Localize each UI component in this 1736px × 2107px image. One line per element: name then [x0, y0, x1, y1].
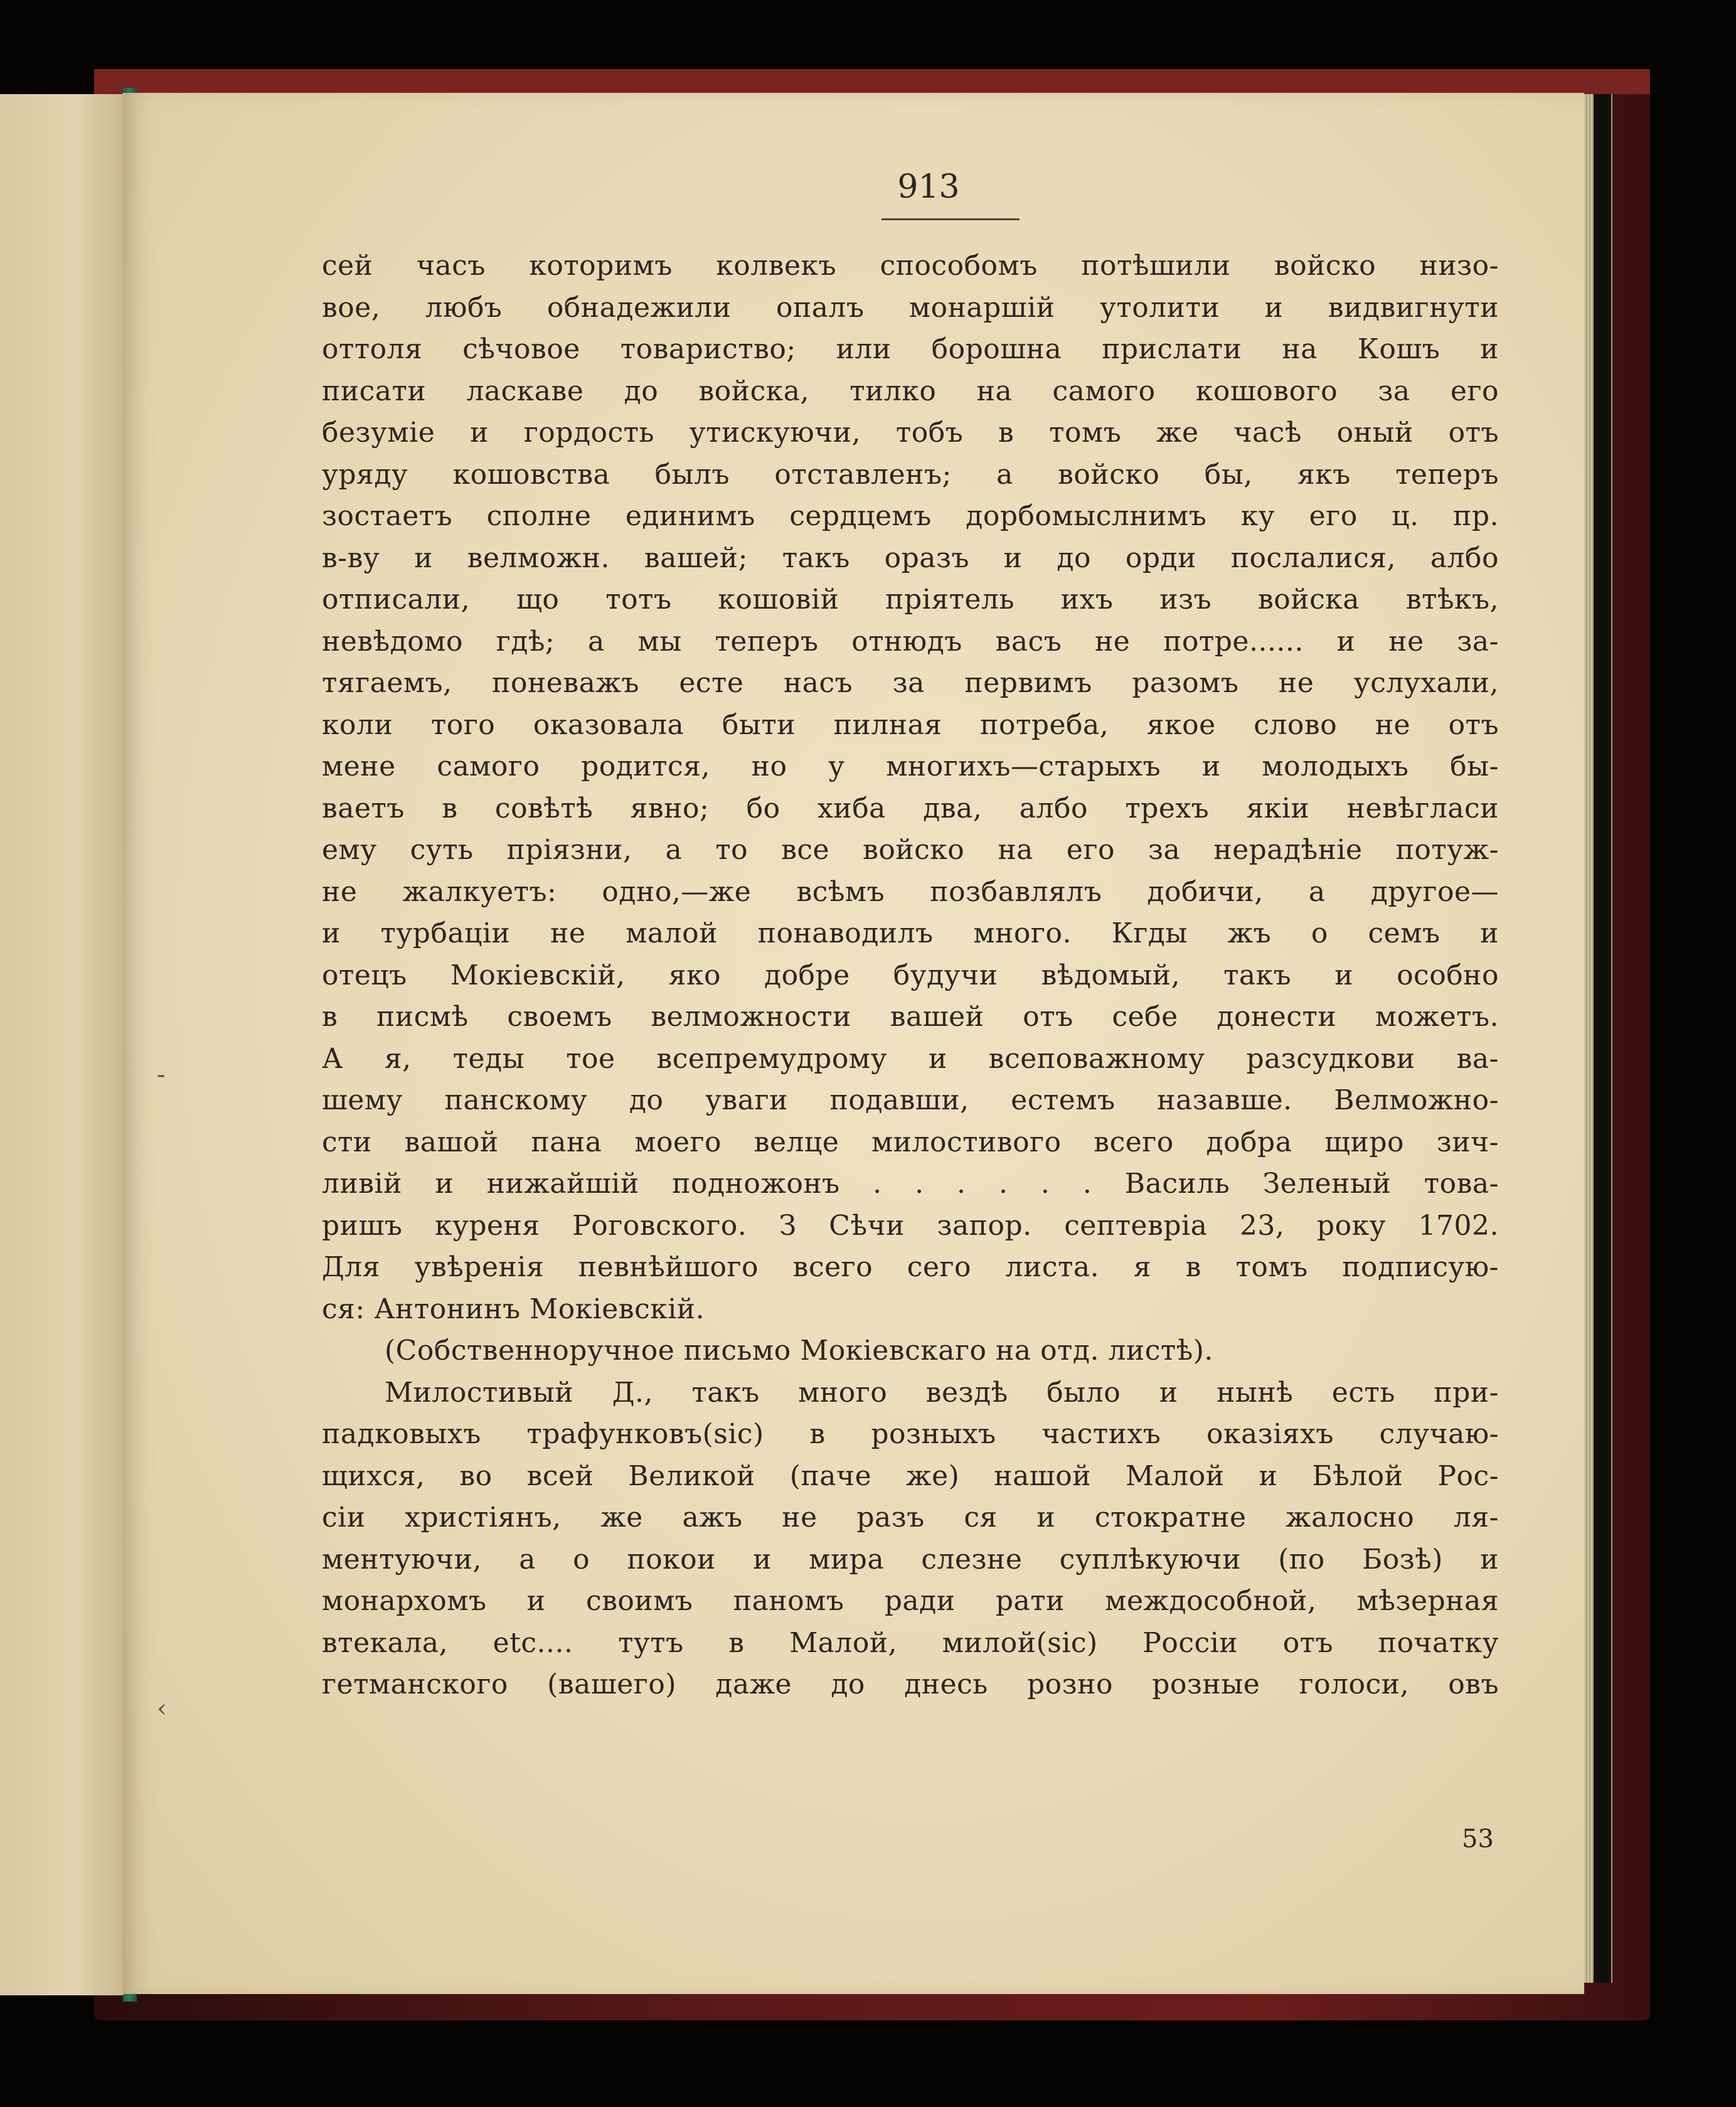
- signature-mark: 53: [1462, 1825, 1494, 1854]
- text-line: ментуючи, а о покои и мира слезне суплѣкуючи (по Бозѣ) и: [322, 1543, 1499, 1576]
- page-body-text: [322, 245, 1499, 1706]
- text-line: невѣдомо гдѣ; а мы теперъ отнюдъ васъ не потре...... и не за-: [322, 625, 1499, 658]
- text-line: зостаетъ сполне единимъ сердцемъ дорбомыслнимъ ку его ц. пр.: [322, 500, 1499, 532]
- text-line: ся: Антонинъ Мокiевскiй.: [322, 1293, 705, 1325]
- text-line: коли того оказовала быти пилная потреба, якое слово не отъ: [322, 708, 1499, 741]
- text-line: мене самого родится, но у многихъ—старыхъ и молодыхъ бы-: [322, 750, 1499, 782]
- text-line: падковыхъ трафунковъ(sic) в розныхъ частихъ оказiяхъ случаю-: [322, 1418, 1499, 1450]
- text-line: сти вашой пана моего велце милостивого всего добра щиро зич-: [322, 1126, 1499, 1158]
- text-line: отписали, що тотъ кошовiй прiятель ихъ изъ войска втѣкъ,: [322, 584, 1499, 616]
- page-number-rule: [881, 218, 1020, 220]
- margin-dash-mark: -: [157, 1060, 166, 1089]
- text-line: (Собственноручное письмо Мокiевскаго на отд. листѣ).: [385, 1335, 1213, 1367]
- book-page: [122, 93, 1584, 1994]
- text-line: в-ву и велможн. вашей; такъ оразъ и до орди послалися, албо: [322, 541, 1499, 574]
- text-line: и турбацiи не малой понаводилъ много. Кгды жъ о семъ и: [322, 917, 1499, 949]
- text-line: гетманского (вашего) даже до днесь розно розные голоси, овъ: [322, 1668, 1499, 1700]
- text-line: тягаемъ, поневажъ есте насъ за первимъ разомъ не услухали,: [322, 667, 1499, 699]
- text-line: не жалкуетъ: одно,—же всѣмъ позбавлялъ добичи, а другое—: [322, 875, 1499, 908]
- text-line: ливiй и нижайшiй подножонъ . . . . . . Василь Зеленый това-: [322, 1168, 1499, 1200]
- text-line: отецъ Мокiевскiй, яко добре будучи вѣдомый, такъ и особно: [322, 959, 1499, 991]
- text-line: Милостивый Д., такъ много вездѣ было и нынѣ есть при-: [385, 1376, 1499, 1409]
- text-line: А я, теды тое всепремудрому и всеповажному разсудкови ва-: [322, 1042, 1499, 1075]
- text-line: втекала, etc.... тутъ в Малой, милой(sic) Россiи отъ початку: [322, 1626, 1499, 1659]
- text-line: безумiе и гордость утискуючи, тобъ в томъ же часѣ оный отъ: [322, 417, 1499, 449]
- left-page-edge: [0, 94, 125, 1995]
- text-line: монархомъ и своимъ паномъ ради рати междособной, мѣзерная: [322, 1585, 1499, 1617]
- margin-arrow-mark: ‹: [157, 1694, 167, 1723]
- text-line: щихся, во всей Великой (паче же) нашой Малой и Бѣлой Рос-: [322, 1459, 1499, 1492]
- cover-top-edge: [94, 69, 1650, 94]
- text-line: ришъ куреня Роговского. З Сѣчи запор. септеврiа 23, року 1702.: [322, 1209, 1499, 1242]
- text-line: в писмѣ своемъ велможности вашей отъ себе донести можетъ.: [322, 1001, 1499, 1033]
- text-line: уряду кошовства былъ отставленъ; а войско бы, якъ теперъ: [322, 458, 1499, 491]
- text-line: вое, любъ обнадежили опалъ монаршiй утолити и видвигнути: [322, 291, 1499, 324]
- page-number: 913: [897, 168, 960, 206]
- text-line: сiи христiянъ, же ажъ не разъ ся и стократне жалосно ля-: [322, 1502, 1499, 1534]
- text-line: ему суть прiязни, а то все войско на его за нерадѣнiе потуж-: [322, 834, 1499, 866]
- text-line: писати ласкаве до войска, тилко на самого кошового за его: [322, 375, 1499, 407]
- text-line: оттоля сѣчовое товариство; или борошна прислати на Кошъ и: [322, 333, 1499, 365]
- text-line: ваетъ в совѣтѣ явно; бо хиба два, албо трехъ якiи невѣгласи: [322, 792, 1499, 824]
- back-board-strip: [1594, 94, 1611, 1983]
- text-line: сей часъ которимъ колвекъ способомъ потѣшили войско низо-: [322, 250, 1499, 282]
- text-line: Для увѣренiя певнѣйшого всего сего листа. я в томъ подписую-: [322, 1251, 1499, 1283]
- text-line: шему панскому до уваги подавши, естемъ назавше. Велможно-: [322, 1084, 1499, 1116]
